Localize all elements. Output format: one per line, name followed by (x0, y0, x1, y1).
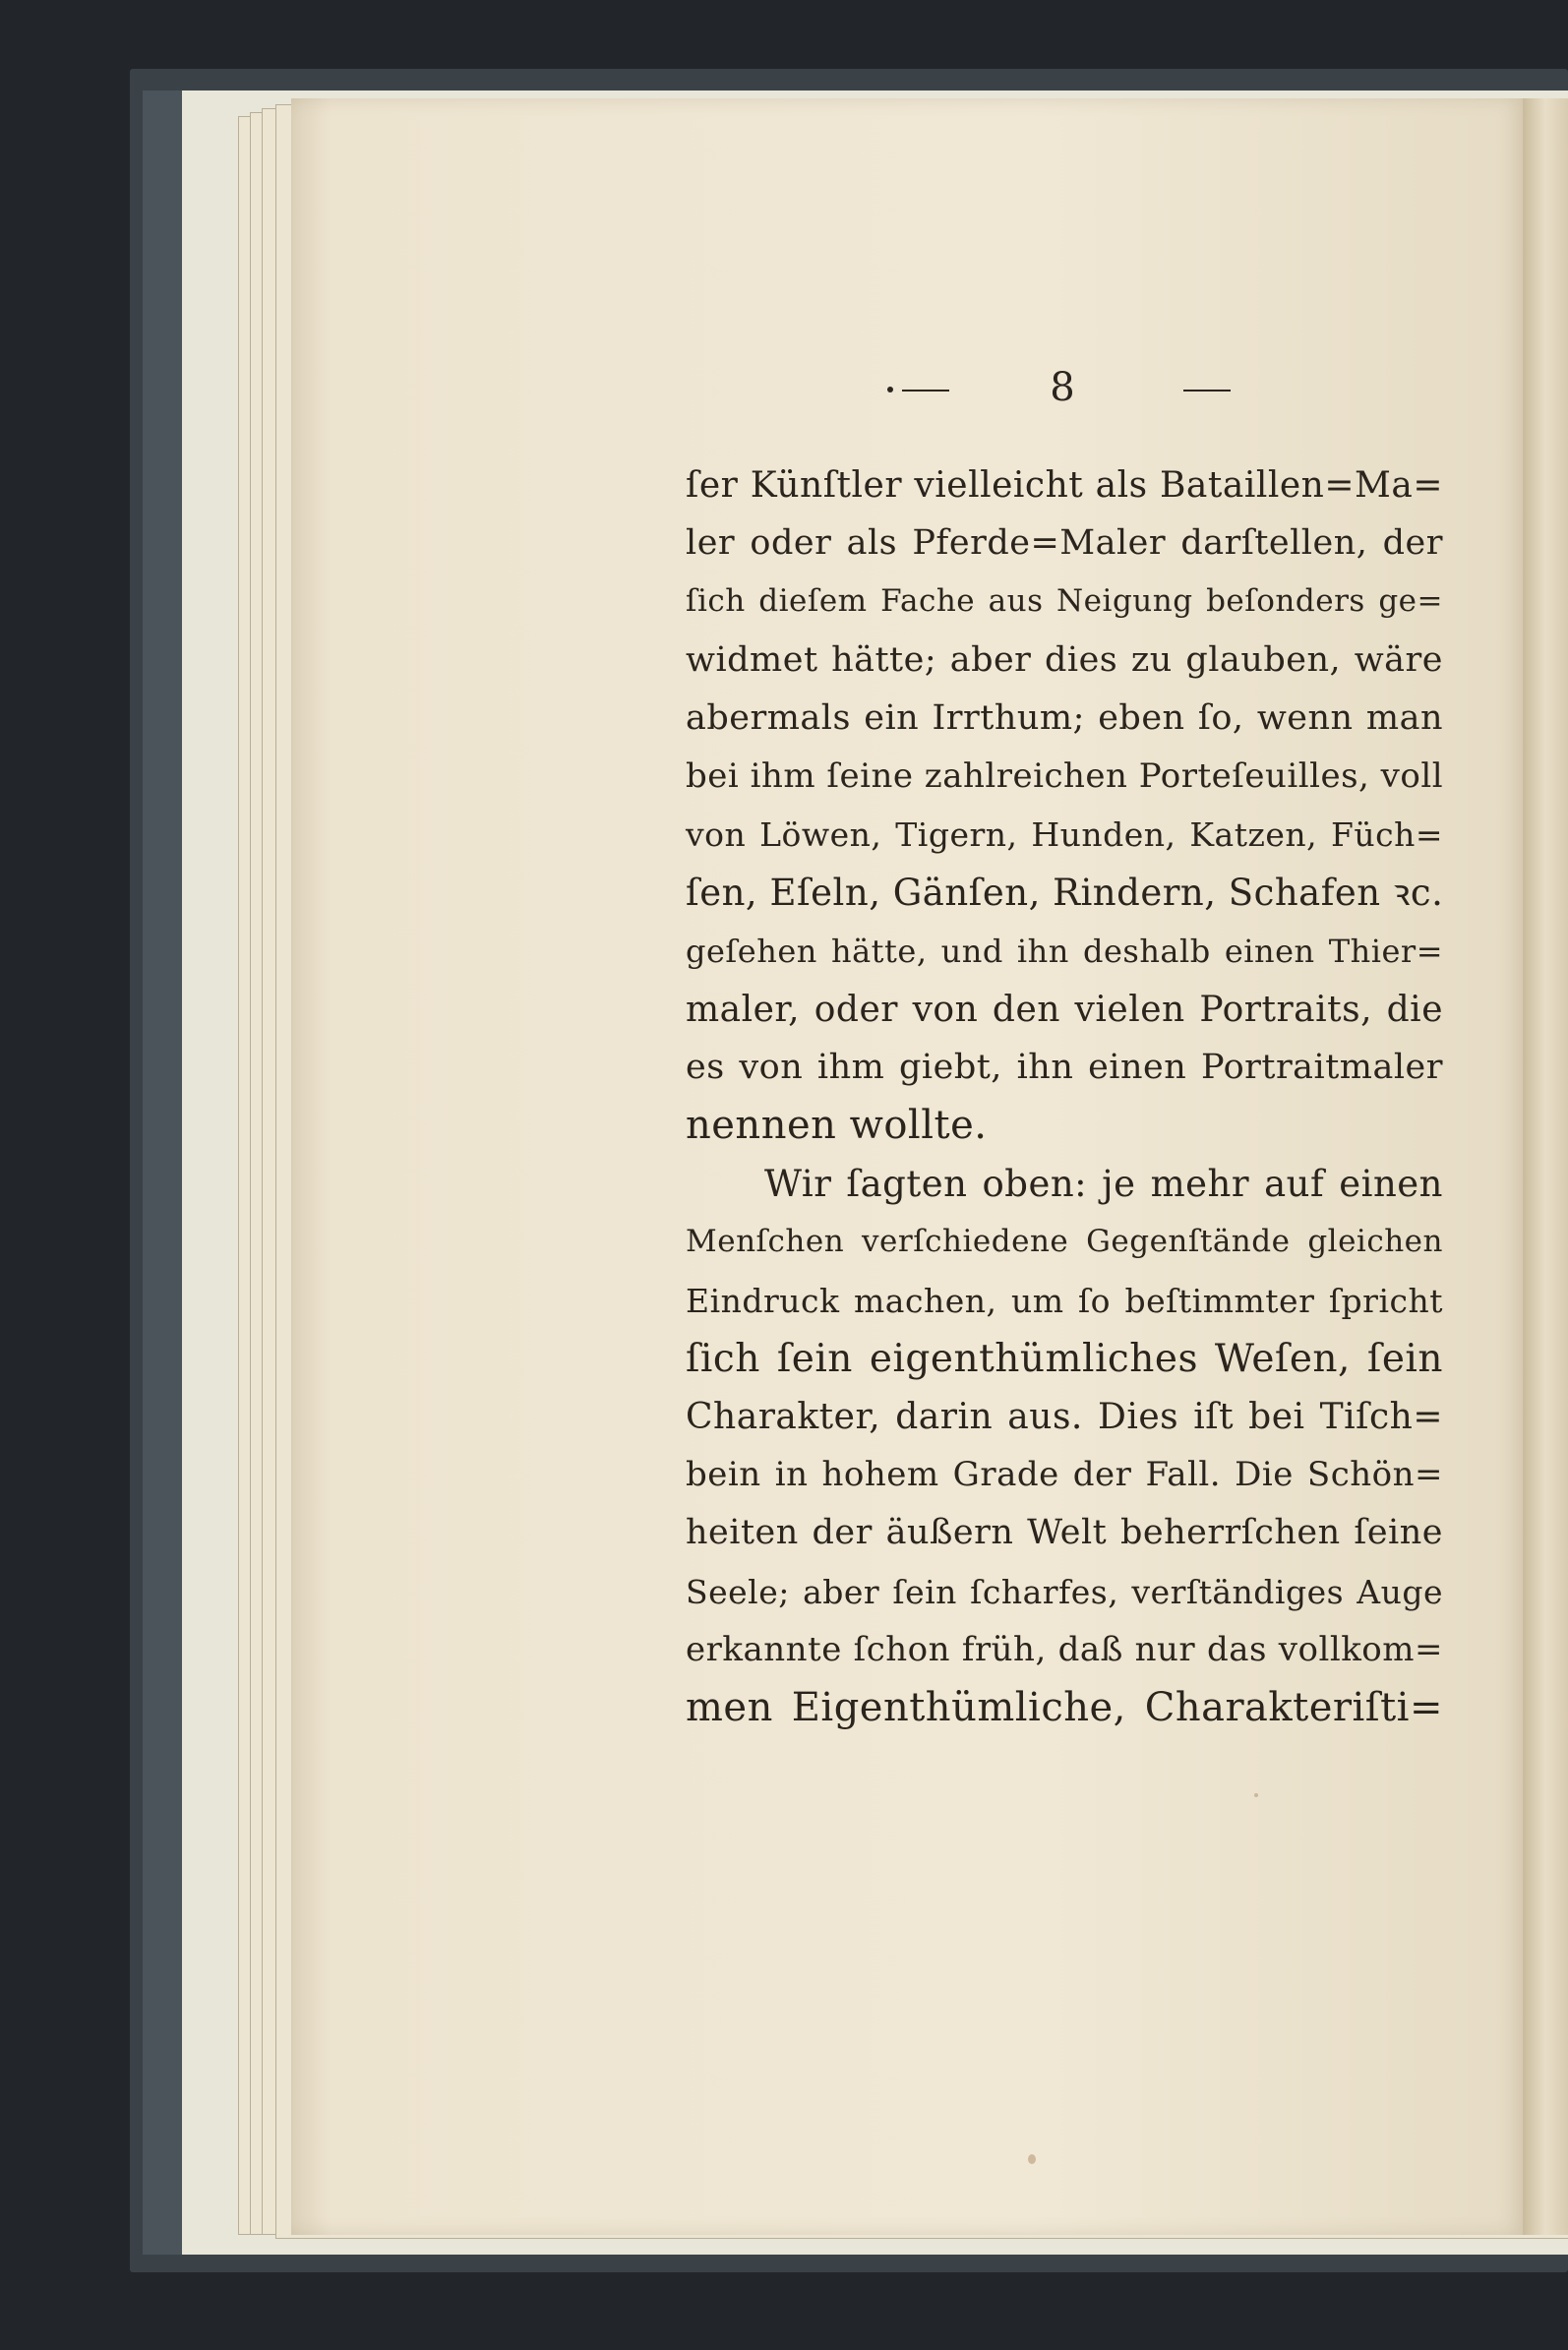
text-line: men Eigenthümliche, Charakteriſti= (686, 1684, 1443, 1730)
paper-stain (1028, 2154, 1036, 2164)
folio-dash-right (1183, 390, 1231, 392)
text-line: bei ihm ſeine zahlreichen Porteſeuilles, voll (686, 755, 1444, 796)
paper-stain (1254, 1793, 1258, 1797)
text-line: Eindruck machen, um ſo beſtimmter ſpricht (686, 1281, 1443, 1320)
text-line: heiten der äußern Welt beherrſchen ſeine (686, 1513, 1443, 1553)
text-line: Wir ſagten oben: je mehr auf einen (764, 1163, 1443, 1206)
body-text (686, 456, 1443, 1737)
text-line: ſich ſein eigenthümliches Weſen, ſein (686, 1336, 1443, 1381)
text-line: widmet hätte; aber dies zu glauben, wäre (686, 639, 1443, 680)
text-line: ler oder als Pferde=Maler darſtellen, der (686, 523, 1443, 564)
text-line: ſen, Eſeln, Gänſen, Rindern, Schafen ꝛc. (686, 872, 1444, 915)
page-gutter (1523, 98, 1568, 2235)
text-line: geſehen hätte, und ihn deshalb einen Thier= (686, 932, 1443, 970)
text-line: Seele; aber ſein ſcharfes, verſtändiges Auge (686, 1572, 1443, 1611)
text-line: erkannte ſchon früh, daß nur das vollkom= (686, 1629, 1443, 1669)
text-line: nennen wollte. (686, 1103, 988, 1149)
text-line: es von ihm giebt, ihn einen Portraitmaler (686, 1047, 1443, 1087)
text-line: ſer Künſtler vielleicht als Bataillen=Ma= (686, 465, 1443, 506)
folio-dash-left (902, 390, 949, 392)
text-line: bein in hohem Grade der Fall. Die Schön= (686, 1455, 1443, 1495)
text-line: von Löwen, Tigern, Hunden, Katzen, Füch= (686, 815, 1443, 855)
text-line: abermals ein Irrthum; eben ſo, wenn man (686, 697, 1443, 738)
text-line: Menſchen verſchiedene Gegenſtände gleichen (686, 1224, 1443, 1260)
page-number: 8 (1050, 365, 1075, 410)
text-line: Charakter, darin aus. Dies iſt bei Tiſch= (686, 1397, 1443, 1437)
folio-dot (887, 387, 893, 392)
text-line: ſich dieſem Fache aus Neigung beſonders ge= (686, 583, 1443, 620)
text-line: maler, oder von den vielen Portraits, die (686, 989, 1443, 1030)
